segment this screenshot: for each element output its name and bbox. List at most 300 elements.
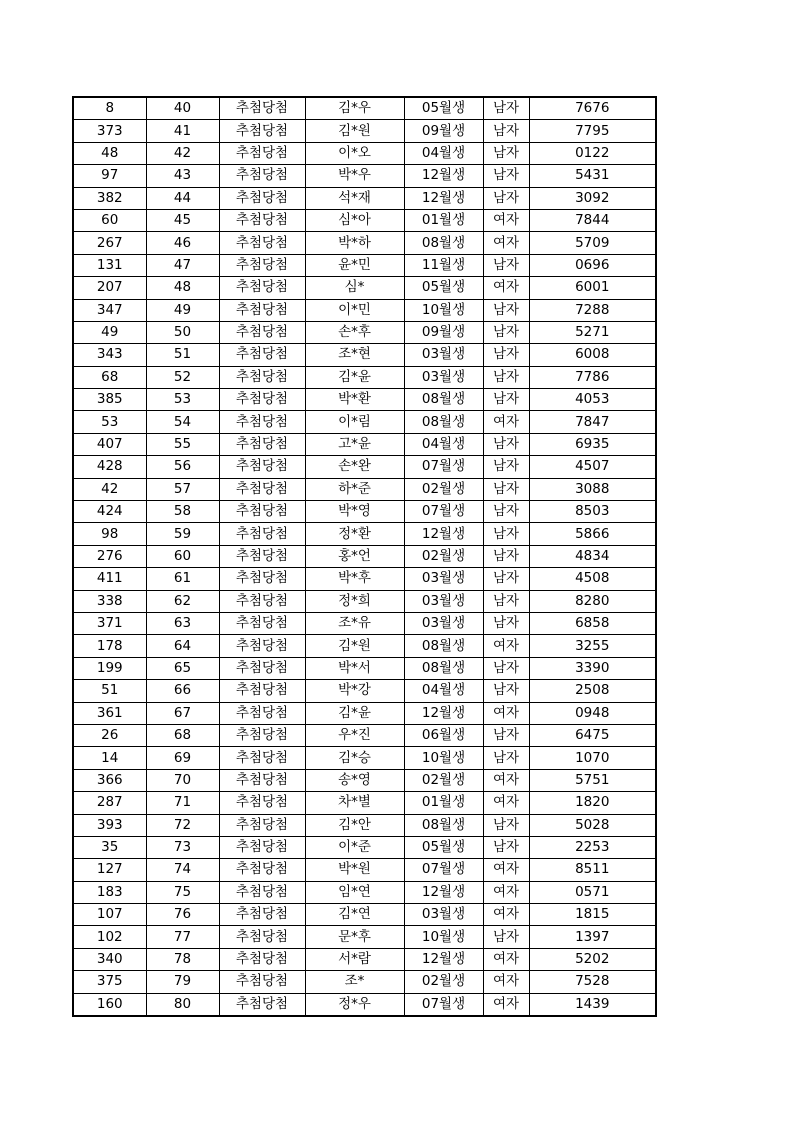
entry-number-cell: 428 xyxy=(73,456,146,478)
entry-number-cell: 385 xyxy=(73,389,146,411)
gender-cell: 여자 xyxy=(483,411,529,433)
code-cell: 1439 xyxy=(529,993,656,1016)
gender-cell: 남자 xyxy=(483,657,529,679)
table-row xyxy=(73,501,656,523)
gender-cell: 남자 xyxy=(483,590,529,612)
table-row xyxy=(73,120,656,142)
draw-order-cell: 61 xyxy=(146,568,219,590)
draw-order-cell: 56 xyxy=(146,456,219,478)
entry-number-cell: 411 xyxy=(73,568,146,590)
code-cell: 0122 xyxy=(529,142,656,164)
result-cell: 추첨당첨 xyxy=(219,881,305,903)
birth-month-cell: 12월생 xyxy=(404,881,483,903)
table-row xyxy=(73,411,656,433)
name-cell: 손*후 xyxy=(305,321,404,343)
code-cell: 2508 xyxy=(529,680,656,702)
entry-number-cell: 424 xyxy=(73,501,146,523)
birth-month-cell: 03월생 xyxy=(404,590,483,612)
table-row xyxy=(73,187,656,209)
code-cell: 0696 xyxy=(529,254,656,276)
table-row xyxy=(73,209,656,231)
result-cell: 추첨당첨 xyxy=(219,971,305,993)
name-cell: 김*원 xyxy=(305,635,404,657)
table-row xyxy=(73,747,656,769)
result-cell: 추첨당첨 xyxy=(219,232,305,254)
result-cell: 추첨당첨 xyxy=(219,344,305,366)
entry-number-cell: 347 xyxy=(73,299,146,321)
table-row xyxy=(73,836,656,858)
gender-cell: 여자 xyxy=(483,971,529,993)
table-row xyxy=(73,971,656,993)
name-cell: 석*재 xyxy=(305,187,404,209)
name-cell: 정*환 xyxy=(305,523,404,545)
table-row xyxy=(73,612,656,634)
table-row xyxy=(73,433,656,455)
result-cell: 추첨당첨 xyxy=(219,724,305,746)
name-cell: 손*완 xyxy=(305,456,404,478)
code-cell: 5431 xyxy=(529,165,656,187)
entry-number-cell: 382 xyxy=(73,187,146,209)
result-cell: 추첨당첨 xyxy=(219,411,305,433)
name-cell: 임*연 xyxy=(305,881,404,903)
draw-order-cell: 47 xyxy=(146,254,219,276)
result-cell: 추첨당첨 xyxy=(219,501,305,523)
table-row xyxy=(73,277,656,299)
result-cell: 추첨당첨 xyxy=(219,142,305,164)
entry-number-cell: 199 xyxy=(73,657,146,679)
results-table-body xyxy=(73,97,656,1016)
birth-month-cell: 08월생 xyxy=(404,657,483,679)
table-row xyxy=(73,456,656,478)
result-cell: 추첨당첨 xyxy=(219,836,305,858)
code-cell: 3255 xyxy=(529,635,656,657)
entry-number-cell: 340 xyxy=(73,948,146,970)
code-cell: 7676 xyxy=(529,97,656,120)
entry-number-cell: 49 xyxy=(73,321,146,343)
entry-number-cell: 14 xyxy=(73,747,146,769)
entry-number-cell: 287 xyxy=(73,792,146,814)
name-cell: 박*강 xyxy=(305,680,404,702)
birth-month-cell: 06월생 xyxy=(404,724,483,746)
table-row xyxy=(73,366,656,388)
birth-month-cell: 12월생 xyxy=(404,702,483,724)
draw-order-cell: 55 xyxy=(146,433,219,455)
entry-number-cell: 178 xyxy=(73,635,146,657)
table-row xyxy=(73,545,656,567)
draw-order-cell: 41 xyxy=(146,120,219,142)
entry-number-cell: 98 xyxy=(73,523,146,545)
entry-number-cell: 127 xyxy=(73,859,146,881)
result-cell: 추첨당첨 xyxy=(219,478,305,500)
draw-order-cell: 51 xyxy=(146,344,219,366)
gender-cell: 남자 xyxy=(483,926,529,948)
result-cell: 추첨당첨 xyxy=(219,948,305,970)
results-table xyxy=(72,96,657,1017)
code-cell: 1815 xyxy=(529,904,656,926)
draw-order-cell: 62 xyxy=(146,590,219,612)
code-cell: 3092 xyxy=(529,187,656,209)
draw-order-cell: 52 xyxy=(146,366,219,388)
draw-order-cell: 40 xyxy=(146,97,219,120)
result-cell: 추첨당첨 xyxy=(219,165,305,187)
table-row xyxy=(73,389,656,411)
name-cell: 김*안 xyxy=(305,814,404,836)
name-cell: 차*별 xyxy=(305,792,404,814)
birth-month-cell: 07월생 xyxy=(404,501,483,523)
name-cell: 문*후 xyxy=(305,926,404,948)
table-row xyxy=(73,769,656,791)
table-row xyxy=(73,344,656,366)
birth-month-cell: 12월생 xyxy=(404,187,483,209)
birth-month-cell: 10월생 xyxy=(404,747,483,769)
gender-cell: 남자 xyxy=(483,724,529,746)
birth-month-cell: 04월생 xyxy=(404,142,483,164)
draw-order-cell: 43 xyxy=(146,165,219,187)
table-row xyxy=(73,680,656,702)
name-cell: 정*희 xyxy=(305,590,404,612)
table-row xyxy=(73,590,656,612)
gender-cell: 여자 xyxy=(483,859,529,881)
draw-order-cell: 54 xyxy=(146,411,219,433)
gender-cell: 여자 xyxy=(483,948,529,970)
birth-month-cell: 09월생 xyxy=(404,321,483,343)
code-cell: 4053 xyxy=(529,389,656,411)
code-cell: 0571 xyxy=(529,881,656,903)
name-cell: 박*환 xyxy=(305,389,404,411)
draw-order-cell: 49 xyxy=(146,299,219,321)
entry-number-cell: 68 xyxy=(73,366,146,388)
draw-order-cell: 44 xyxy=(146,187,219,209)
birth-month-cell: 03월생 xyxy=(404,612,483,634)
result-cell: 추첨당첨 xyxy=(219,523,305,545)
result-cell: 추첨당첨 xyxy=(219,926,305,948)
draw-order-cell: 70 xyxy=(146,769,219,791)
table-row xyxy=(73,568,656,590)
table-row xyxy=(73,926,656,948)
birth-month-cell: 08월생 xyxy=(404,635,483,657)
entry-number-cell: 26 xyxy=(73,724,146,746)
gender-cell: 여자 xyxy=(483,277,529,299)
draw-order-cell: 65 xyxy=(146,657,219,679)
name-cell: 심*아 xyxy=(305,209,404,231)
gender-cell: 남자 xyxy=(483,814,529,836)
entry-number-cell: 276 xyxy=(73,545,146,567)
table-row xyxy=(73,881,656,903)
result-cell: 추첨당첨 xyxy=(219,321,305,343)
name-cell: 조* xyxy=(305,971,404,993)
table-row xyxy=(73,97,656,120)
result-cell: 추첨당첨 xyxy=(219,254,305,276)
code-cell: 4834 xyxy=(529,545,656,567)
name-cell: 박*하 xyxy=(305,232,404,254)
name-cell: 김*윤 xyxy=(305,366,404,388)
name-cell: 이*준 xyxy=(305,836,404,858)
table-row xyxy=(73,702,656,724)
birth-month-cell: 11월생 xyxy=(404,254,483,276)
gender-cell: 여자 xyxy=(483,232,529,254)
gender-cell: 남자 xyxy=(483,344,529,366)
table-row xyxy=(73,657,656,679)
table-row xyxy=(73,635,656,657)
name-cell: 조*현 xyxy=(305,344,404,366)
code-cell: 7795 xyxy=(529,120,656,142)
gender-cell: 남자 xyxy=(483,254,529,276)
code-cell: 8280 xyxy=(529,590,656,612)
name-cell: 우*진 xyxy=(305,724,404,746)
result-cell: 추첨당첨 xyxy=(219,747,305,769)
birth-month-cell: 05월생 xyxy=(404,97,483,120)
birth-month-cell: 03월생 xyxy=(404,366,483,388)
birth-month-cell: 04월생 xyxy=(404,680,483,702)
name-cell: 윤*민 xyxy=(305,254,404,276)
draw-order-cell: 66 xyxy=(146,680,219,702)
code-cell: 6475 xyxy=(529,724,656,746)
result-cell: 추첨당첨 xyxy=(219,187,305,209)
result-cell: 추첨당첨 xyxy=(219,993,305,1016)
gender-cell: 남자 xyxy=(483,389,529,411)
gender-cell: 남자 xyxy=(483,747,529,769)
entry-number-cell: 267 xyxy=(73,232,146,254)
name-cell: 김*승 xyxy=(305,747,404,769)
table-row xyxy=(73,254,656,276)
draw-order-cell: 50 xyxy=(146,321,219,343)
result-cell: 추첨당첨 xyxy=(219,433,305,455)
birth-month-cell: 02월생 xyxy=(404,478,483,500)
draw-order-cell: 57 xyxy=(146,478,219,500)
name-cell: 심* xyxy=(305,277,404,299)
draw-order-cell: 48 xyxy=(146,277,219,299)
result-cell: 추첨당첨 xyxy=(219,97,305,120)
entry-number-cell: 183 xyxy=(73,881,146,903)
entry-number-cell: 207 xyxy=(73,277,146,299)
result-cell: 추첨당첨 xyxy=(219,590,305,612)
birth-month-cell: 02월생 xyxy=(404,971,483,993)
name-cell: 서*람 xyxy=(305,948,404,970)
draw-order-cell: 59 xyxy=(146,523,219,545)
entry-number-cell: 53 xyxy=(73,411,146,433)
birth-month-cell: 08월생 xyxy=(404,814,483,836)
result-cell: 추첨당첨 xyxy=(219,814,305,836)
table-row xyxy=(73,165,656,187)
name-cell: 홍*언 xyxy=(305,545,404,567)
result-cell: 추첨당첨 xyxy=(219,657,305,679)
result-cell: 추첨당첨 xyxy=(219,769,305,791)
result-cell: 추첨당첨 xyxy=(219,277,305,299)
draw-order-cell: 60 xyxy=(146,545,219,567)
draw-order-cell: 74 xyxy=(146,859,219,881)
code-cell: 2253 xyxy=(529,836,656,858)
table-row xyxy=(73,859,656,881)
gender-cell: 여자 xyxy=(483,904,529,926)
entry-number-cell: 371 xyxy=(73,612,146,634)
gender-cell: 여자 xyxy=(483,702,529,724)
result-cell: 추첨당첨 xyxy=(219,120,305,142)
table-row xyxy=(73,321,656,343)
birth-month-cell: 07월생 xyxy=(404,456,483,478)
code-cell: 1397 xyxy=(529,926,656,948)
name-cell: 하*준 xyxy=(305,478,404,500)
name-cell: 김*연 xyxy=(305,904,404,926)
code-cell: 6008 xyxy=(529,344,656,366)
draw-order-cell: 64 xyxy=(146,635,219,657)
name-cell: 박*원 xyxy=(305,859,404,881)
table-row xyxy=(73,993,656,1016)
code-cell: 7288 xyxy=(529,299,656,321)
result-cell: 추첨당첨 xyxy=(219,792,305,814)
entry-number-cell: 102 xyxy=(73,926,146,948)
code-cell: 3088 xyxy=(529,478,656,500)
gender-cell: 남자 xyxy=(483,142,529,164)
name-cell: 박*영 xyxy=(305,501,404,523)
result-cell: 추첨당첨 xyxy=(219,635,305,657)
birth-month-cell: 03월생 xyxy=(404,904,483,926)
gender-cell: 남자 xyxy=(483,366,529,388)
code-cell: 4507 xyxy=(529,456,656,478)
entry-number-cell: 97 xyxy=(73,165,146,187)
draw-order-cell: 73 xyxy=(146,836,219,858)
entry-number-cell: 160 xyxy=(73,993,146,1016)
gender-cell: 남자 xyxy=(483,523,529,545)
gender-cell: 남자 xyxy=(483,120,529,142)
draw-order-cell: 68 xyxy=(146,724,219,746)
code-cell: 0948 xyxy=(529,702,656,724)
result-cell: 추첨당첨 xyxy=(219,389,305,411)
entry-number-cell: 373 xyxy=(73,120,146,142)
birth-month-cell: 09월생 xyxy=(404,120,483,142)
code-cell: 6858 xyxy=(529,612,656,634)
code-cell: 5271 xyxy=(529,321,656,343)
table-row xyxy=(73,299,656,321)
table-row xyxy=(73,724,656,746)
result-cell: 추첨당첨 xyxy=(219,366,305,388)
table-row xyxy=(73,232,656,254)
code-cell: 5028 xyxy=(529,814,656,836)
name-cell: 박*우 xyxy=(305,165,404,187)
entry-number-cell: 366 xyxy=(73,769,146,791)
entry-number-cell: 60 xyxy=(73,209,146,231)
code-cell: 4508 xyxy=(529,568,656,590)
entry-number-cell: 407 xyxy=(73,433,146,455)
birth-month-cell: 02월생 xyxy=(404,769,483,791)
birth-month-cell: 12월생 xyxy=(404,165,483,187)
gender-cell: 여자 xyxy=(483,635,529,657)
draw-order-cell: 77 xyxy=(146,926,219,948)
draw-order-cell: 78 xyxy=(146,948,219,970)
name-cell: 송*영 xyxy=(305,769,404,791)
gender-cell: 남자 xyxy=(483,321,529,343)
entry-number-cell: 48 xyxy=(73,142,146,164)
code-cell: 5202 xyxy=(529,948,656,970)
gender-cell: 남자 xyxy=(483,836,529,858)
draw-order-cell: 72 xyxy=(146,814,219,836)
code-cell: 7847 xyxy=(529,411,656,433)
code-cell: 5866 xyxy=(529,523,656,545)
draw-order-cell: 79 xyxy=(146,971,219,993)
gender-cell: 남자 xyxy=(483,478,529,500)
name-cell: 이*림 xyxy=(305,411,404,433)
gender-cell: 남자 xyxy=(483,433,529,455)
birth-month-cell: 08월생 xyxy=(404,389,483,411)
entry-number-cell: 107 xyxy=(73,904,146,926)
birth-month-cell: 12월생 xyxy=(404,523,483,545)
entry-number-cell: 51 xyxy=(73,680,146,702)
entry-number-cell: 361 xyxy=(73,702,146,724)
birth-month-cell: 04월생 xyxy=(404,433,483,455)
name-cell: 고*윤 xyxy=(305,433,404,455)
gender-cell: 여자 xyxy=(483,792,529,814)
birth-month-cell: 07월생 xyxy=(404,859,483,881)
draw-order-cell: 75 xyxy=(146,881,219,903)
entry-number-cell: 338 xyxy=(73,590,146,612)
code-cell: 1070 xyxy=(529,747,656,769)
name-cell: 이*오 xyxy=(305,142,404,164)
birth-month-cell: 05월생 xyxy=(404,836,483,858)
result-cell: 추첨당첨 xyxy=(219,568,305,590)
name-cell: 김*원 xyxy=(305,120,404,142)
birth-month-cell: 07월생 xyxy=(404,993,483,1016)
result-cell: 추첨당첨 xyxy=(219,299,305,321)
gender-cell: 남자 xyxy=(483,97,529,120)
entry-number-cell: 393 xyxy=(73,814,146,836)
draw-order-cell: 42 xyxy=(146,142,219,164)
draw-order-cell: 80 xyxy=(146,993,219,1016)
entry-number-cell: 375 xyxy=(73,971,146,993)
draw-order-cell: 69 xyxy=(146,747,219,769)
table-row xyxy=(73,478,656,500)
code-cell: 3390 xyxy=(529,657,656,679)
table-row xyxy=(73,948,656,970)
entry-number-cell: 131 xyxy=(73,254,146,276)
gender-cell: 남자 xyxy=(483,568,529,590)
result-cell: 추첨당첨 xyxy=(219,545,305,567)
name-cell: 박*서 xyxy=(305,657,404,679)
code-cell: 7786 xyxy=(529,366,656,388)
name-cell: 조*유 xyxy=(305,612,404,634)
birth-month-cell: 02월생 xyxy=(404,545,483,567)
birth-month-cell: 05월생 xyxy=(404,277,483,299)
result-cell: 추첨당첨 xyxy=(219,456,305,478)
birth-month-cell: 08월생 xyxy=(404,232,483,254)
name-cell: 김*윤 xyxy=(305,702,404,724)
result-cell: 추첨당첨 xyxy=(219,612,305,634)
gender-cell: 여자 xyxy=(483,881,529,903)
draw-order-cell: 46 xyxy=(146,232,219,254)
entry-number-cell: 8 xyxy=(73,97,146,120)
result-cell: 추첨당첨 xyxy=(219,680,305,702)
birth-month-cell: 10월생 xyxy=(404,926,483,948)
gender-cell: 남자 xyxy=(483,299,529,321)
draw-order-cell: 76 xyxy=(146,904,219,926)
name-cell: 정*우 xyxy=(305,993,404,1016)
code-cell: 5751 xyxy=(529,769,656,791)
code-cell: 5709 xyxy=(529,232,656,254)
result-cell: 추첨당첨 xyxy=(219,904,305,926)
gender-cell: 남자 xyxy=(483,456,529,478)
gender-cell: 남자 xyxy=(483,187,529,209)
name-cell: 이*민 xyxy=(305,299,404,321)
gender-cell: 남자 xyxy=(483,165,529,187)
gender-cell: 여자 xyxy=(483,769,529,791)
birth-month-cell: 03월생 xyxy=(404,344,483,366)
code-cell: 7844 xyxy=(529,209,656,231)
result-cell: 추첨당첨 xyxy=(219,859,305,881)
table-row xyxy=(73,142,656,164)
draw-order-cell: 53 xyxy=(146,389,219,411)
entry-number-cell: 343 xyxy=(73,344,146,366)
code-cell: 6001 xyxy=(529,277,656,299)
entry-number-cell: 35 xyxy=(73,836,146,858)
result-cell: 추첨당첨 xyxy=(219,209,305,231)
